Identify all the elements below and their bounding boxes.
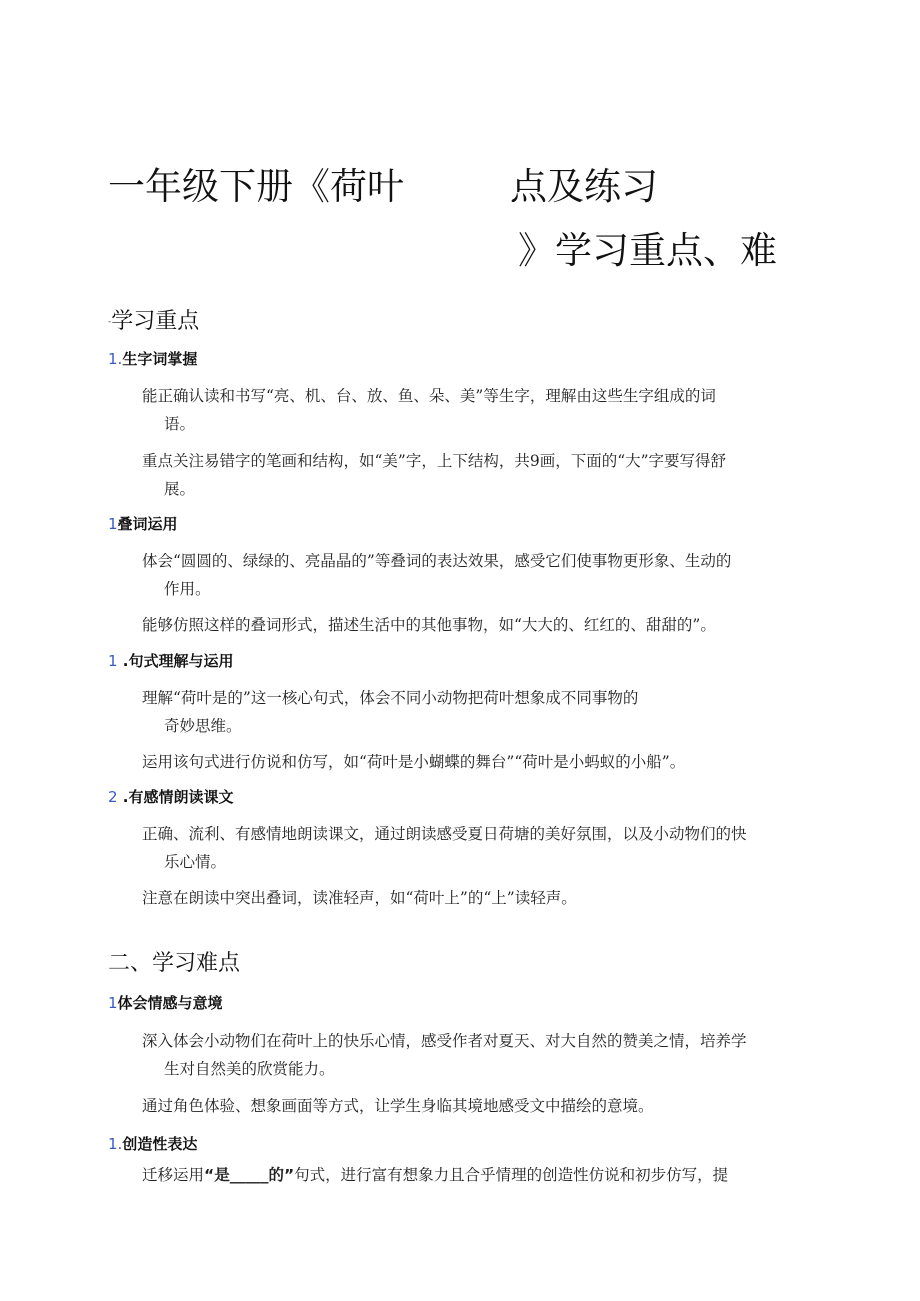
subheading	[108, 786, 233, 807]
paragraph-line: 语。	[164, 415, 196, 433]
paragraph-line: 能正确认读和书写“亮、机、台、放、鱼、朵、美”等生字，理解由这些生字组成的词	[142, 387, 716, 405]
subheading-label: 叠词运用	[117, 515, 178, 533]
doc-title-line1-left: 一年级下册《荷叶	[108, 165, 404, 208]
paragraph-text: 迁移运用	[142, 1166, 205, 1184]
subheading-label: .有感情朗读课文	[122, 788, 234, 806]
paragraph-line: 运用该句式进行仿说和仿写，如“荷叶是小蝴蝶的舞台”“荷叶是小蚂蚁的小船”。	[142, 753, 686, 771]
subheading	[108, 348, 197, 369]
doc-title-line1-right: 点及练习	[510, 165, 658, 208]
subheading-number: 1	[108, 652, 118, 670]
paragraph-line: 作用。	[164, 580, 211, 598]
paragraph-line: 注意在朗读中突出叠词，读准轻声，如“荷叶上”的“上”读轻声。	[142, 889, 577, 907]
subheading	[108, 1133, 197, 1154]
paragraph-line: 体会“圆圆的、绿绿的、亮晶晶的”等叠词的表达效果，感受它们使事物更形象、生动的	[142, 552, 732, 570]
section-heading-text: 二、学习难点	[108, 951, 241, 976]
subheading-label: 创造性表达	[122, 1135, 198, 1153]
subheading	[108, 513, 178, 534]
subheading	[108, 650, 233, 671]
subheading-number: 1.	[108, 350, 123, 368]
subheading-number: 1	[108, 994, 118, 1012]
doc-title-line2: 》学习重点、难	[518, 229, 777, 272]
section-heading-text: 学习重点	[111, 309, 200, 334]
paragraph-line: 奇妙思维。	[164, 717, 242, 735]
paragraph-line: 展。	[164, 480, 196, 498]
paragraph-line: 理解“荷叶是的”这一核心句式，体会不同小动物把荷叶想象成不同事物的	[142, 689, 639, 707]
paragraph-line: 生对自然美的欣赏能力。	[164, 1060, 335, 1078]
paragraph-text: 句式，进行富有想象力且合乎情理的创造性仿说和初步仿写，提	[294, 1166, 729, 1184]
subheading-number: 2	[108, 788, 118, 806]
sentence-pattern: “是_____的”	[204, 1166, 295, 1184]
paragraph-line: 正确、流利、有感情地朗读课文，通过朗读感受夏日荷塘的美好氛围，以及小动物们的快	[142, 825, 747, 843]
paragraph-line: 通过角色体验、想象画面等方式，让学生身临其境地感受文中描绘的意境。	[142, 1097, 654, 1115]
section-heading-key-points	[108, 304, 199, 335]
subheading-label: .句式理解与运用	[122, 652, 234, 670]
subheading-number: 1.	[108, 1135, 123, 1153]
section-heading-mark: -	[108, 317, 112, 327]
paragraph-line: 能够仿照这样的叠词形式，描述生活中的其他事物，如“大大的、红红的、甜甜的”。	[142, 616, 716, 634]
subheading-label: 生字词掌握	[122, 350, 198, 368]
subheading	[108, 992, 223, 1013]
paragraph-line: 重点关注易错字的笔画和结构，如“美”字，上下结构，共9画，下面的“大”字要写得舒	[142, 452, 727, 470]
paragraph-line: 深入体会小动物们在荷叶上的快乐心情，感受作者对夏天、对大自然的赞美之情，培养学	[142, 1032, 747, 1050]
paragraph-line	[142, 1163, 728, 1185]
paragraph-line: 乐心情。	[164, 853, 227, 871]
subheading-number: 1	[108, 515, 118, 533]
subheading-label: 体会情感与意境	[117, 994, 223, 1012]
section-heading-difficulties	[108, 946, 240, 977]
